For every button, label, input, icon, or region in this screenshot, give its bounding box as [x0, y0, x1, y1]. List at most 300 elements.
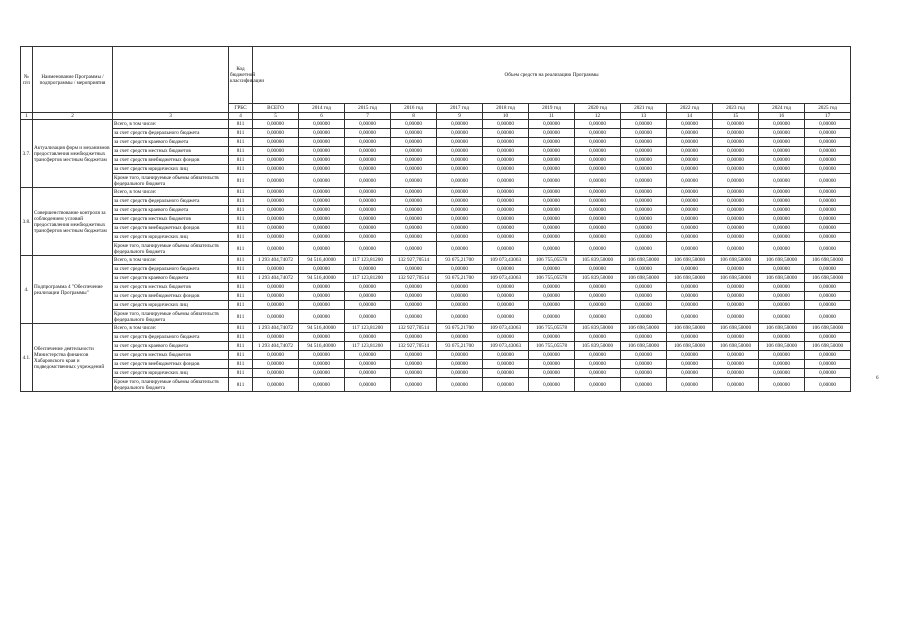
year-value: 0,00000: [805, 301, 851, 310]
year-value: 0,00000: [345, 378, 391, 392]
year-value: 0,00000: [805, 215, 851, 224]
year-value: 0,00000: [345, 138, 391, 147]
year-value: 0,00000: [437, 197, 483, 206]
budget-table: [20, 46, 851, 392]
year-value: 0,00000: [575, 188, 621, 197]
year-value: 0,00000: [805, 138, 851, 147]
year-value: 0,00000: [529, 138, 575, 147]
year-value: 0,00000: [345, 197, 391, 206]
year-value: 0,00000: [621, 174, 667, 188]
grbs-code: 811: [229, 224, 253, 233]
funding-source: Кроме того, планируемые объемы обязательств федерального бюджета: [113, 378, 229, 392]
year-value: 0,00000: [713, 301, 759, 310]
year-value: 0,00000: [575, 378, 621, 392]
total-value: 0,00000: [253, 224, 299, 233]
year-value: 0,00000: [575, 265, 621, 274]
year-value: 0,00000: [299, 224, 345, 233]
total-value: 0,00000: [253, 360, 299, 369]
year-value: 0,00000: [805, 129, 851, 138]
table-row: [21, 147, 851, 156]
year-value: 0,00000: [621, 156, 667, 165]
table-row: [21, 242, 851, 256]
year-value: 0,00000: [391, 360, 437, 369]
year-value: 0,00000: [805, 242, 851, 256]
year-value: 106 698,50000: [621, 274, 667, 283]
total-value: 0,00000: [253, 188, 299, 197]
year-value: 0,00000: [805, 188, 851, 197]
year-value: 0,00000: [483, 265, 529, 274]
year-value: 0,00000: [667, 265, 713, 274]
grbs-code: 811: [229, 256, 253, 265]
year-value: 0,00000: [667, 301, 713, 310]
year-value: 0,00000: [713, 129, 759, 138]
year-value: 0,00000: [759, 292, 805, 301]
funding-source: за счет средств внебюджетных фондов: [113, 156, 229, 165]
year-value: 0,00000: [575, 224, 621, 233]
year-value: 0,00000: [713, 369, 759, 378]
year-value: 0,00000: [391, 138, 437, 147]
table-row: [21, 310, 851, 324]
table-row: [21, 138, 851, 147]
grbs-code: 811: [229, 274, 253, 283]
year-value: 0,00000: [575, 369, 621, 378]
year-value: 0,00000: [667, 215, 713, 224]
year-value: 0,00000: [805, 120, 851, 129]
budget-table-body: [21, 47, 851, 392]
year-value: 106 698,50000: [759, 342, 805, 351]
year-value: 0,00000: [437, 351, 483, 360]
year-value: 0,00000: [575, 197, 621, 206]
funding-source: Всего, в том числе:: [113, 324, 229, 333]
funding-source: за счет средств внебюджетных фондов: [113, 360, 229, 369]
header-row: [21, 47, 851, 104]
year-value: 0,00000: [437, 174, 483, 188]
total-value: 0,00000: [253, 369, 299, 378]
total-value: 0,00000: [253, 174, 299, 188]
year-value: 0,00000: [437, 283, 483, 292]
year-value: 106 698,50000: [805, 274, 851, 283]
year-value: 0,00000: [483, 206, 529, 215]
year-value: 0,00000: [483, 147, 529, 156]
year-value: 0,00000: [299, 215, 345, 224]
year-value: 0,00000: [529, 292, 575, 301]
column-index-cell: 10: [483, 113, 529, 120]
year-value: 0,00000: [483, 242, 529, 256]
year-value: 0,00000: [575, 120, 621, 129]
row-number: 4.: [21, 256, 33, 324]
year-value: 0,00000: [345, 360, 391, 369]
year-value: 0,00000: [805, 206, 851, 215]
column-index-cell: 14: [667, 113, 713, 120]
year-value: 106 698,50000: [667, 256, 713, 265]
year-value: 0,00000: [759, 224, 805, 233]
year-value: 0,00000: [759, 369, 805, 378]
year-value: 0,00000: [437, 369, 483, 378]
grbs-code: 811: [229, 129, 253, 138]
funding-source: за счет средств федерального бюджета: [113, 129, 229, 138]
year-value: 0,00000: [529, 310, 575, 324]
year-value: 0,00000: [575, 310, 621, 324]
year-value: 0,00000: [667, 283, 713, 292]
year-value: 0,00000: [529, 224, 575, 233]
year-value: 0,00000: [529, 156, 575, 165]
year-value: 0,00000: [391, 378, 437, 392]
year-value: 0,00000: [483, 292, 529, 301]
year-value: 0,00000: [759, 360, 805, 369]
year-value: 106 698,50000: [805, 324, 851, 333]
year-value: 0,00000: [713, 265, 759, 274]
year-value: 0,00000: [437, 215, 483, 224]
total-value: 0,00000: [253, 215, 299, 224]
year-value: 106 755,05578: [529, 324, 575, 333]
year-value: 0,00000: [299, 242, 345, 256]
column-index-cell: 11: [529, 113, 575, 120]
year-value: 0,00000: [759, 310, 805, 324]
table-row: [21, 292, 851, 301]
year-value: 0,00000: [805, 156, 851, 165]
column-index-cell: 2: [33, 113, 113, 120]
total-value: 0,00000: [253, 156, 299, 165]
year-value: 0,00000: [621, 265, 667, 274]
header-total: ВСЕГО: [253, 104, 299, 113]
total-value: 0,00000: [253, 301, 299, 310]
year-value: 0,00000: [575, 215, 621, 224]
table-row: [21, 224, 851, 233]
grbs-code: 811: [229, 342, 253, 351]
year-value: 0,00000: [345, 310, 391, 324]
total-value: 0,00000: [253, 129, 299, 138]
year-value: 0,00000: [529, 333, 575, 342]
year-value: 0,00000: [621, 138, 667, 147]
total-value: 0,00000: [253, 292, 299, 301]
year-value: 0,00000: [437, 360, 483, 369]
year-value: 0,00000: [299, 378, 345, 392]
year-value: 0,00000: [391, 292, 437, 301]
header-year: 2020 год: [575, 104, 621, 113]
year-value: 0,00000: [483, 301, 529, 310]
year-value: 0,00000: [299, 333, 345, 342]
year-value: 0,00000: [575, 283, 621, 292]
funding-source: за счет средств краевого бюджета: [113, 138, 229, 147]
year-value: 0,00000: [437, 129, 483, 138]
header-number: № п/п: [21, 47, 33, 113]
year-value: 0,00000: [299, 147, 345, 156]
funding-source: за счет средств местных бюджетов: [113, 147, 229, 156]
year-value: 0,00000: [345, 224, 391, 233]
year-value: 106 698,50000: [759, 274, 805, 283]
year-value: 0,00000: [759, 283, 805, 292]
year-value: 105 839,50000: [575, 274, 621, 283]
total-value: 0,00000: [253, 242, 299, 256]
year-value: 0,00000: [621, 369, 667, 378]
total-value: 0,00000: [253, 351, 299, 360]
year-value: 0,00000: [299, 310, 345, 324]
year-value: 0,00000: [713, 283, 759, 292]
year-value: 93 675,21700: [437, 274, 483, 283]
year-value: 0,00000: [575, 206, 621, 215]
year-value: 0,00000: [667, 224, 713, 233]
year-value: 0,00000: [667, 233, 713, 242]
grbs-code: 811: [229, 378, 253, 392]
header-year: 2018 год: [483, 104, 529, 113]
year-value: 0,00000: [391, 242, 437, 256]
funding-source: Всего, в том числе:: [113, 256, 229, 265]
grbs-code: 811: [229, 310, 253, 324]
grbs-code: 811: [229, 369, 253, 378]
year-value: 0,00000: [345, 233, 391, 242]
year-value: 0,00000: [391, 215, 437, 224]
year-value: 0,00000: [529, 301, 575, 310]
year-value: 0,00000: [805, 165, 851, 174]
year-value: 0,00000: [713, 378, 759, 392]
total-value: 1 293 404,74072: [253, 324, 299, 333]
year-value: 0,00000: [529, 378, 575, 392]
year-value: 0,00000: [575, 138, 621, 147]
total-value: 0,00000: [253, 165, 299, 174]
year-value: 132 927,70514: [391, 342, 437, 351]
year-value: 0,00000: [805, 333, 851, 342]
year-value: 0,00000: [529, 283, 575, 292]
table-row: [21, 120, 851, 129]
year-value: 0,00000: [759, 242, 805, 256]
year-value: 106 698,50000: [621, 342, 667, 351]
program-name: Актуализация форм и механизмов предоставления межбюджетных трансфертов местным бюджетам: [33, 120, 113, 188]
header-year: 2017 год: [437, 104, 483, 113]
year-value: 106 698,50000: [667, 274, 713, 283]
total-value: 0,00000: [253, 333, 299, 342]
year-value: 117 123,81200: [345, 274, 391, 283]
year-value: 0,00000: [391, 265, 437, 274]
year-value: 0,00000: [345, 292, 391, 301]
year-value: 132 927,70514: [391, 274, 437, 283]
year-value: 0,00000: [759, 333, 805, 342]
year-value: 0,00000: [437, 265, 483, 274]
year-value: 0,00000: [621, 120, 667, 129]
year-value: 106 755,05578: [529, 274, 575, 283]
year-value: 0,00000: [345, 174, 391, 188]
year-value: 0,00000: [483, 129, 529, 138]
grbs-code: 811: [229, 215, 253, 224]
year-value: 106 755,05578: [529, 342, 575, 351]
year-value: 0,00000: [713, 138, 759, 147]
year-value: 0,00000: [391, 165, 437, 174]
year-value: 0,00000: [805, 197, 851, 206]
header-year: 2025 год: [805, 104, 851, 113]
grbs-code: 811: [229, 206, 253, 215]
year-value: 0,00000: [713, 233, 759, 242]
year-value: 0,00000: [621, 333, 667, 342]
column-index-row: [21, 113, 851, 120]
year-value: 0,00000: [391, 129, 437, 138]
year-value: 0,00000: [299, 165, 345, 174]
year-value: 0,00000: [805, 369, 851, 378]
table-row: [21, 301, 851, 310]
grbs-code: 811: [229, 242, 253, 256]
year-value: 0,00000: [713, 242, 759, 256]
year-value: 0,00000: [575, 165, 621, 174]
year-value: 0,00000: [805, 233, 851, 242]
year-value: 0,00000: [299, 292, 345, 301]
year-value: 0,00000: [575, 233, 621, 242]
column-index-cell: 9: [437, 113, 483, 120]
table-row: [21, 129, 851, 138]
year-value: 0,00000: [529, 147, 575, 156]
year-value: 0,00000: [391, 233, 437, 242]
year-value: 0,00000: [299, 129, 345, 138]
total-value: 0,00000: [253, 233, 299, 242]
year-value: 106 698,50000: [667, 342, 713, 351]
year-value: 0,00000: [529, 165, 575, 174]
grbs-code: 811: [229, 283, 253, 292]
year-value: 0,00000: [391, 369, 437, 378]
year-value: 106 698,50000: [713, 324, 759, 333]
header-program-name: Наименование Программы / подпрограммы / мероприятия: [33, 47, 113, 113]
total-value: 0,00000: [253, 206, 299, 215]
year-value: 0,00000: [345, 265, 391, 274]
year-value: 94 516,40000: [299, 256, 345, 265]
funding-source: Всего, в том числе:: [113, 120, 229, 129]
year-value: 0,00000: [667, 197, 713, 206]
year-value: 0,00000: [299, 174, 345, 188]
row-number: 3.8.: [21, 188, 33, 256]
year-value: 0,00000: [299, 233, 345, 242]
year-value: 0,00000: [713, 120, 759, 129]
year-value: 0,00000: [529, 188, 575, 197]
year-value: 0,00000: [299, 197, 345, 206]
year-value: 0,00000: [299, 283, 345, 292]
table-row: [21, 156, 851, 165]
year-value: 0,00000: [667, 165, 713, 174]
year-value: 0,00000: [483, 197, 529, 206]
header-year: 2019 год: [529, 104, 575, 113]
year-value: 0,00000: [529, 206, 575, 215]
year-value: 0,00000: [483, 165, 529, 174]
funding-source: за счет средств краевого бюджета: [113, 274, 229, 283]
year-value: 0,00000: [621, 188, 667, 197]
year-value: 0,00000: [437, 188, 483, 197]
year-value: 0,00000: [805, 283, 851, 292]
funding-source: за счет средств федерального бюджета: [113, 333, 229, 342]
year-value: 0,00000: [437, 138, 483, 147]
year-value: 0,00000: [483, 333, 529, 342]
year-value: 0,00000: [483, 360, 529, 369]
year-value: 132 927,70514: [391, 256, 437, 265]
funding-source: за счет средств юридических лиц: [113, 233, 229, 242]
funding-source: за счет средств местных бюджетов: [113, 283, 229, 292]
year-value: 0,00000: [391, 120, 437, 129]
year-value: 0,00000: [575, 129, 621, 138]
year-value: 0,00000: [759, 233, 805, 242]
year-value: 106 698,50000: [621, 256, 667, 265]
grbs-code: 811: [229, 174, 253, 188]
year-value: 0,00000: [621, 301, 667, 310]
header-year: 2015 год: [345, 104, 391, 113]
year-value: 0,00000: [575, 242, 621, 256]
year-value: 0,00000: [483, 233, 529, 242]
year-value: 0,00000: [713, 215, 759, 224]
year-value: 0,00000: [667, 360, 713, 369]
year-value: 0,00000: [805, 147, 851, 156]
year-value: 0,00000: [805, 378, 851, 392]
column-index-cell: 12: [575, 113, 621, 120]
table-row: [21, 342, 851, 351]
year-value: 0,00000: [667, 369, 713, 378]
grbs-code: 811: [229, 360, 253, 369]
year-value: 0,00000: [345, 165, 391, 174]
grbs-code: 811: [229, 265, 253, 274]
year-value: 0,00000: [759, 129, 805, 138]
year-value: 0,00000: [483, 120, 529, 129]
year-value: 0,00000: [345, 120, 391, 129]
year-value: 0,00000: [621, 233, 667, 242]
header-year: 2022 год: [667, 104, 713, 113]
year-value: 0,00000: [759, 351, 805, 360]
year-value: 0,00000: [483, 215, 529, 224]
year-value: 0,00000: [299, 351, 345, 360]
year-value: 0,00000: [621, 165, 667, 174]
year-value: 0,00000: [713, 224, 759, 233]
year-value: 0,00000: [667, 351, 713, 360]
total-value: 0,00000: [253, 138, 299, 147]
year-value: 0,00000: [391, 174, 437, 188]
year-value: 0,00000: [667, 188, 713, 197]
year-value: 94 516,40000: [299, 274, 345, 283]
year-value: 0,00000: [529, 265, 575, 274]
year-value: 0,00000: [713, 156, 759, 165]
year-value: 105 839,50000: [575, 256, 621, 265]
funding-source: за счет средств местных бюджетов: [113, 215, 229, 224]
header-budget-code: Код бюджетной классификации: [229, 47, 253, 104]
funding-source: за счет средств краевого бюджета: [113, 206, 229, 215]
table-row: [21, 378, 851, 392]
year-value: 106 698,50000: [713, 274, 759, 283]
year-value: 0,00000: [345, 206, 391, 215]
year-value: 0,00000: [483, 138, 529, 147]
program-name: Подпрограмма 4 "Обеспечение реализации Программы": [33, 256, 113, 324]
table-row: [21, 360, 851, 369]
year-value: 0,00000: [667, 333, 713, 342]
year-value: 0,00000: [621, 224, 667, 233]
year-value: 0,00000: [299, 156, 345, 165]
year-value: 0,00000: [391, 147, 437, 156]
year-value: 0,00000: [713, 188, 759, 197]
year-value: 0,00000: [759, 301, 805, 310]
grbs-code: 811: [229, 324, 253, 333]
year-value: 0,00000: [667, 129, 713, 138]
year-value: 0,00000: [667, 242, 713, 256]
row-number: 4.1.: [21, 324, 33, 392]
year-value: 0,00000: [345, 242, 391, 256]
funding-source: за счет средств местных бюджетов: [113, 351, 229, 360]
year-value: 0,00000: [805, 174, 851, 188]
year-value: 0,00000: [575, 147, 621, 156]
table-row: [21, 165, 851, 174]
year-value: 0,00000: [713, 147, 759, 156]
grbs-code: 811: [229, 233, 253, 242]
funding-source: за счет средств федерального бюджета: [113, 265, 229, 274]
funding-source: за счет средств краевого бюджета: [113, 342, 229, 351]
year-value: 0,00000: [299, 206, 345, 215]
year-value: 0,00000: [759, 378, 805, 392]
grbs-code: 811: [229, 138, 253, 147]
year-value: 117 123,81200: [345, 256, 391, 265]
year-value: 106 698,50000: [667, 324, 713, 333]
total-value: 0,00000: [253, 120, 299, 129]
year-value: 0,00000: [437, 120, 483, 129]
total-value: 1 293 404,74072: [253, 274, 299, 283]
total-value: 1 293 404,74072: [253, 256, 299, 265]
year-value: 0,00000: [759, 215, 805, 224]
